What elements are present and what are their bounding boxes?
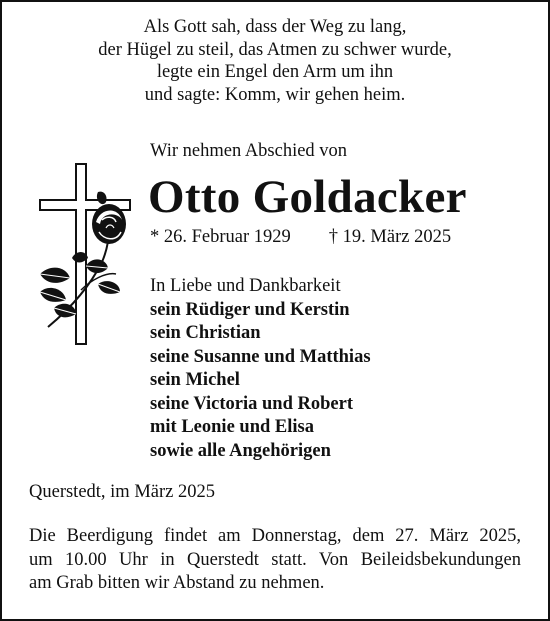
mourner: sowie alle Angehörigen: [150, 440, 331, 461]
funeral-line: am Grab bitten wir Abstand zu nehmen.: [29, 573, 325, 593]
mourner: seine Victoria und Robert: [150, 393, 353, 414]
mourner: sein Rüdiger und Kerstin: [150, 299, 350, 320]
death-date: † 19. März 2025: [328, 227, 452, 247]
poem-line: der Hügel zu steil, das Atmen zu schwer wurde,: [98, 39, 452, 60]
deceased-name: Otto Goldacker: [148, 171, 467, 223]
place-and-date: Querstedt, im März 2025: [29, 482, 215, 502]
funeral-info: [29, 525, 521, 596]
funeral-line: um 10.00 Uhr in Querstedt statt. Von Beileidsbekundungen: [29, 549, 521, 570]
mourner: sein Michel: [150, 370, 240, 390]
farewell-intro: Wir nehmen Abschied von: [150, 141, 348, 161]
mourner: mit Leonie und Elisa: [150, 417, 314, 437]
life-dates: [150, 227, 451, 248]
poem-line: legte ein Engel den Arm um ihn: [156, 62, 394, 82]
mourner: seine Susanne und Matthias: [150, 346, 371, 367]
mourners-intro: In Liebe und Dankbarkeit: [150, 276, 341, 296]
mourners-list: [150, 275, 371, 463]
poem-line: und sagte: Komm, wir gehen heim.: [144, 84, 406, 105]
funeral-line: Die Beerdigung findet am Donnerstag, dem 27. März 2025,: [29, 526, 521, 546]
cross-with-rose-icon: [36, 162, 136, 347]
poem-line: Als Gott sah, dass der Weg zu lang,: [143, 17, 407, 37]
mourner: sein Christian: [150, 323, 261, 343]
birth-date: * 26. Februar 1929: [150, 227, 291, 247]
poem: [2, 16, 548, 106]
